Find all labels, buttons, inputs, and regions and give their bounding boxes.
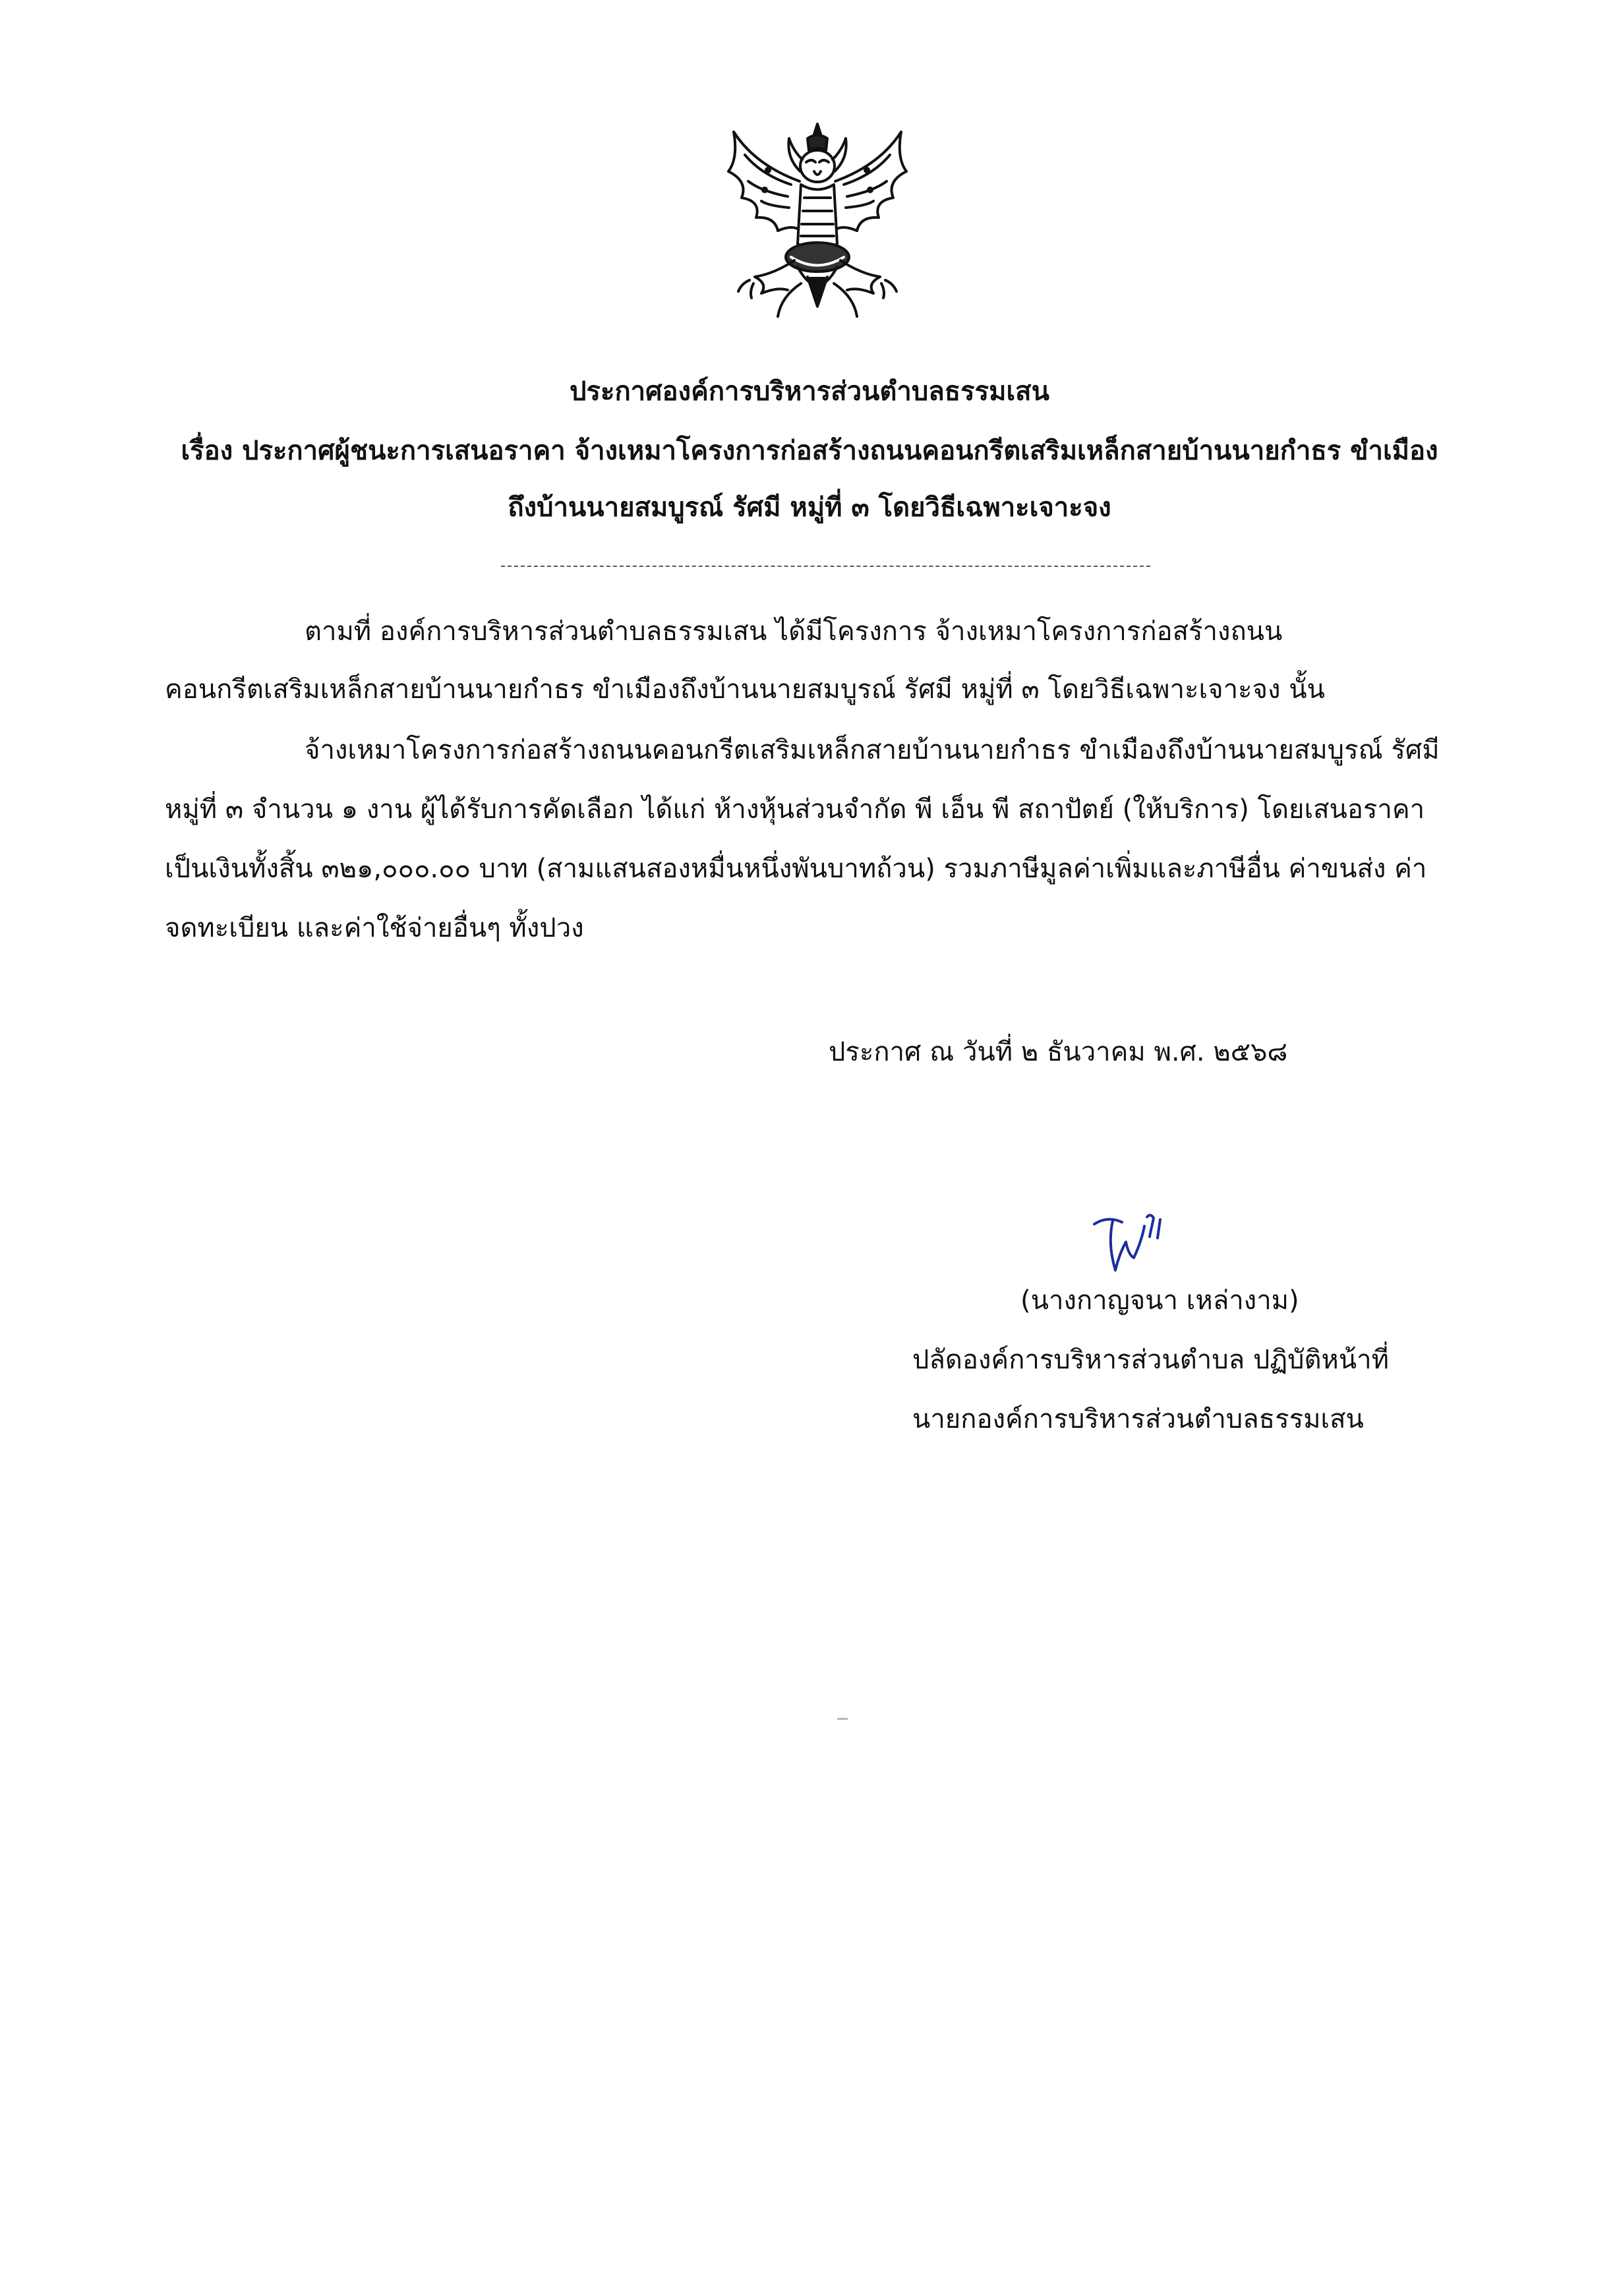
paragraph-2-line-4: จดทะเบียน และค่าใช้จ่ายอื่นๆ ทั้งปวง — [165, 913, 584, 943]
paragraph-1-line-1: ตามที่ องค์การบริหารส่วนตำบลธรรมเสน ได้มีโครงการ จ้างเหมาโครงการก่อสร้างถนน — [305, 616, 1283, 647]
subject-line: เรื่อง ประกาศผู้ชนะการเสนอราคา จ้างเหมาโครงการก่อสร้างถนนคอนกรีตเสริมเหล็กสายบ้านนายกำธร ขำเมือง — [181, 436, 1438, 466]
handwritten-signature — [1081, 1208, 1180, 1280]
scan-speck — [837, 1718, 848, 1720]
garuda-emblem-icon — [715, 119, 920, 336]
announcement-date: ประกาศ ณ วันที่ ๒ ธันวาคม พ.ศ. ๒๕๖๘ — [829, 1037, 1288, 1067]
signatory-position-acting: นายกองค์การบริหารส่วนตำบลธรรมเสน — [912, 1404, 1364, 1434]
signatory-name: (นางกาญจนา เหล่างาม) — [1020, 1285, 1299, 1316]
subject-line-continued: ถึงบ้านนายสมบูรณ์ รัศมี หมู่ที่ ๓ โดยวิธีเฉพาะเจาะจง — [508, 492, 1111, 523]
paragraph-2-line-3: เป็นเงินทั้งสิ้น ๓๒๑,๐๐๐.๐๐ บาท (สามแสนสองหมื่นหนึ่งพันบาทถ้วน) รวมภาษีมูลค่าเพิ่มและภาษีอื่น ค่าขนส่ง ค่า — [165, 854, 1427, 884]
paragraph-2-line-2: หมู่ที่ ๓ จำนวน ๑ งาน ผู้ได้รับการคัดเลือก ได้แก่ ห้างหุ้นส่วนจำกัด พี เอ็น พี สถาปัตย์ (ให้บริการ) โดยเสนอราคา — [165, 794, 1425, 825]
paragraph-1-line-2: คอนกรีตเสริมเหล็กสายบ้านนายกำธร ขำเมืองถึงบ้านนายสมบูรณ์ รัศมี หมู่ที่ ๓ โดยวิธีเฉพาะเจาะจง นั้น — [165, 674, 1325, 705]
announcement-title: ประกาศองค์การบริหารส่วนตำบลธรรมเสน — [570, 376, 1049, 407]
divider — [501, 566, 1150, 567]
paragraph-2-line-1: จ้างเหมาโครงการก่อสร้างถนนคอนกรีตเสริมเหล็กสายบ้านนายกำธร ขำเมืองถึงบ้านนายสมบูรณ์ รัศมี — [305, 735, 1440, 765]
signatory-position: ปลัดองค์การบริหารส่วนตำบล ปฏิบัติหน้าที่ — [912, 1345, 1389, 1375]
